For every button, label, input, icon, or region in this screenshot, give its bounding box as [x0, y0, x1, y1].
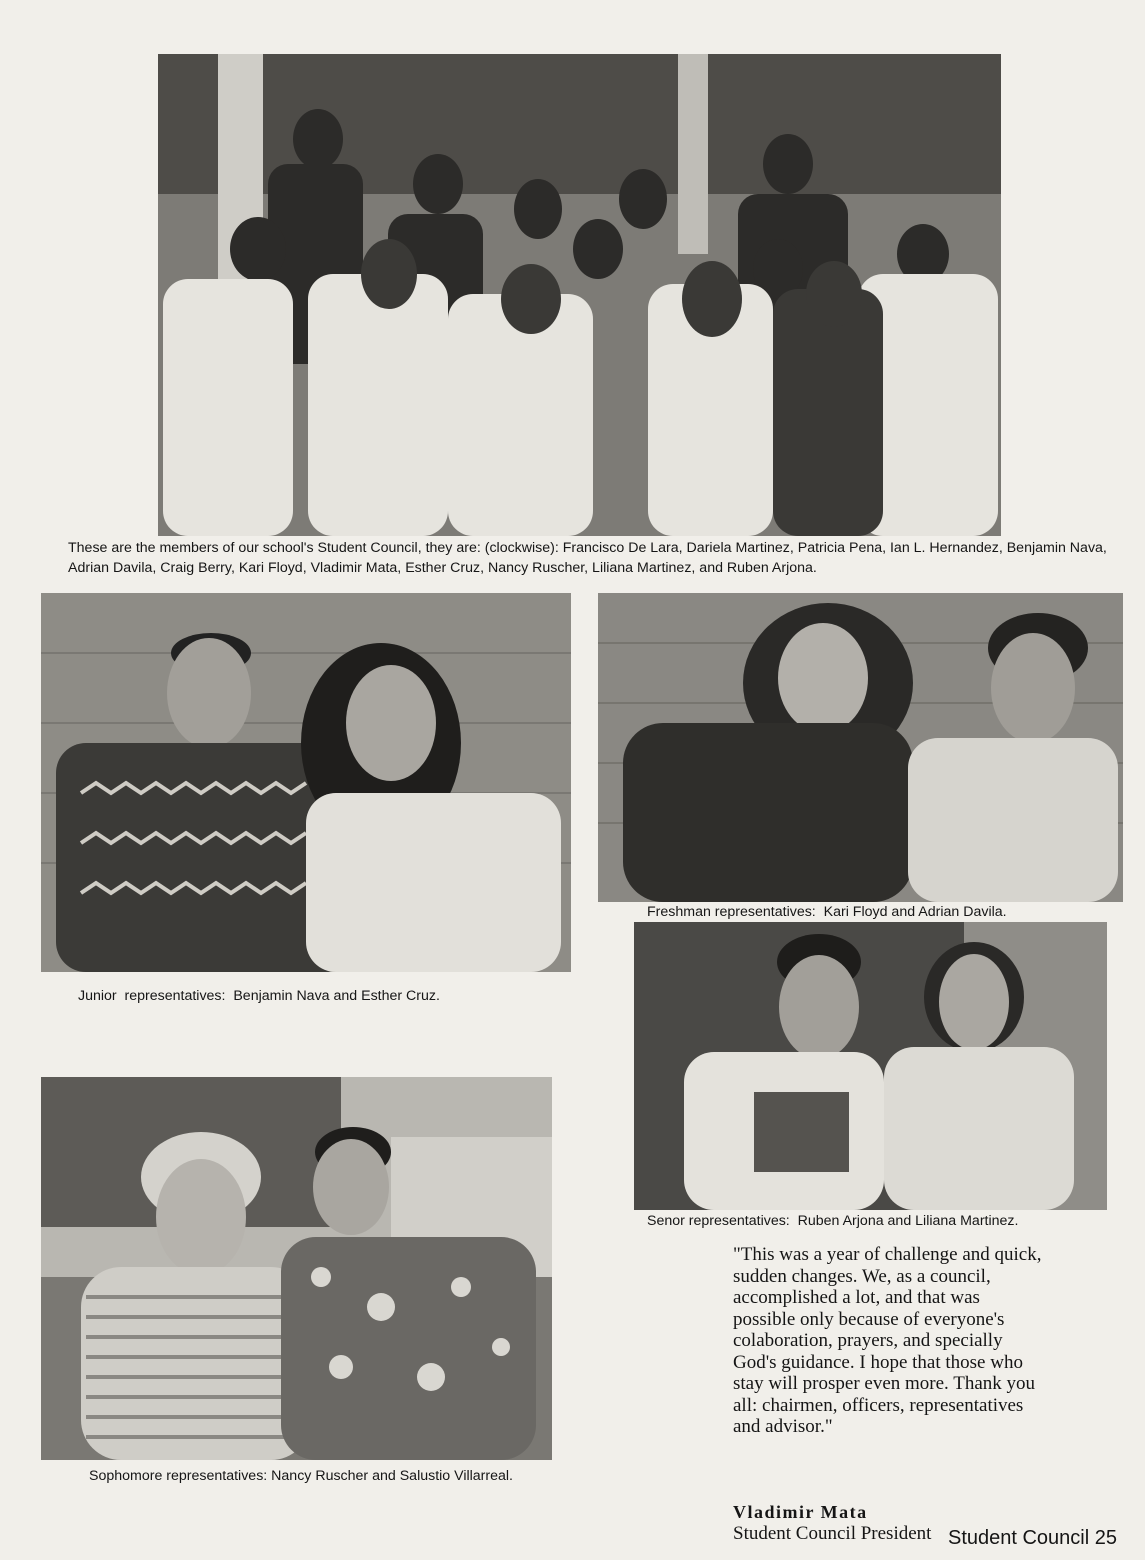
president-quote: "This was a year of challenge and quick, sudden changes. We, as a council, accomplished a lot, and that was possible only because of everyone's colaboration, prayers, and specially God's guidance. I hope that those who stay will prosper even more. Thank you all: chairmen, officers, representatives and advisor." [733, 1244, 1042, 1437]
page-footer: Student Council 25 [947, 1527, 1117, 1549]
freshman-photo [598, 593, 1123, 902]
junior-photo-caption: Junior representatives: Benjamin Nava and Esther Cruz. [78, 988, 440, 1004]
junior-photo-figures [41, 593, 571, 972]
quote-author-name: Vladimir Mata [733, 1502, 868, 1522]
senior-photo-figures [634, 922, 1107, 1210]
sophomore-photo-figures [41, 1077, 552, 1460]
senior-photo [634, 922, 1107, 1210]
group-photo-caption: These are the members of our school's Student Council, they are: (clockwise): Francisco De Lara, Dariela Martinez, Patricia Pena, Ian L. Hernandez, Benjamin Nava, Adrian Davila, Craig Berry, Kari Floyd, Vladimir Mata, Esther Cruz, Nancy Ruscher, Liliana Martinez, and Ruben Arjona. [68, 540, 1107, 576]
sophomore-photo-caption: Sophomore representatives: Nancy Ruscher and Salustio Villarreal. [89, 1468, 514, 1484]
junior-photo [41, 593, 571, 972]
freshman-photo-caption: Freshman representatives: Kari Floyd and Adrian Davila. [647, 904, 1007, 920]
group-photo-figures [158, 54, 1001, 536]
freshman-photo-figures [598, 593, 1123, 902]
group-photo [158, 54, 1001, 536]
quote-author-title: Student Council President [733, 1523, 932, 1544]
senior-photo-caption: Senor representatives: Ruben Arjona and Liliana Martinez. [647, 1213, 1019, 1229]
sophomore-photo [41, 1077, 552, 1460]
